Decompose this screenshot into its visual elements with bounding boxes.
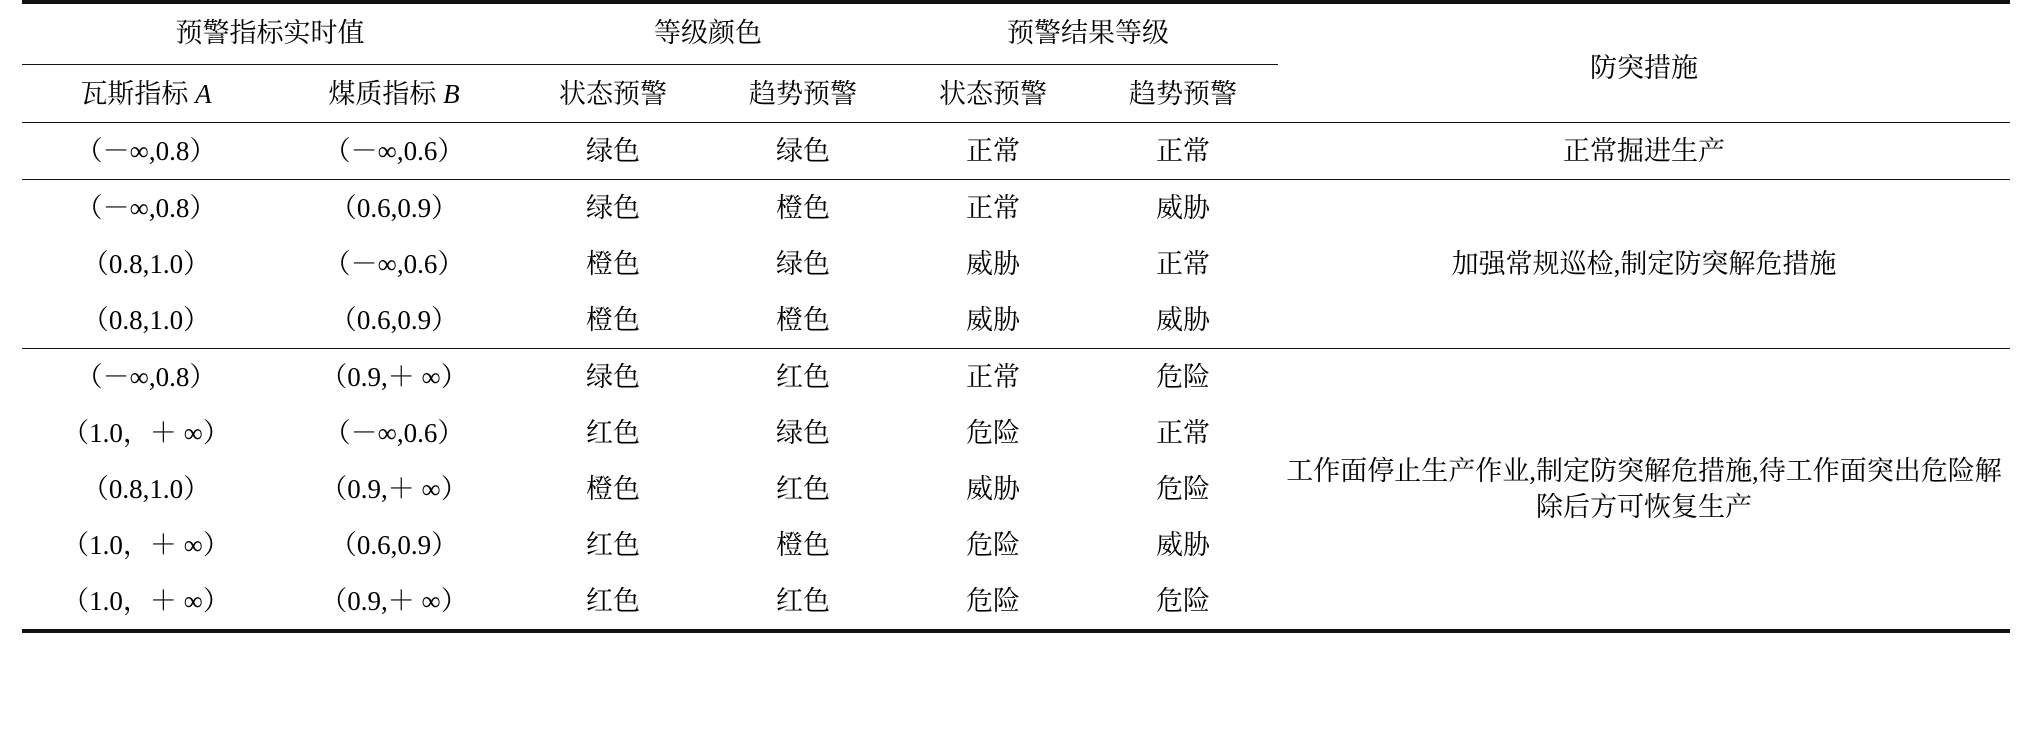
header-color-state: 状态预警 [559, 78, 667, 109]
cell-color-state: 橙色 [586, 248, 640, 279]
cell-gas-index: （1.0，＋ ∞） [22, 573, 270, 631]
table-body [22, 123, 2010, 632]
cell-coal-index: （0.6,0.9） [270, 180, 518, 237]
cell-level-trend: 危险 [1156, 473, 1210, 504]
cell-coal-index: （－∞,0.6） [270, 123, 518, 180]
cell-gas-index: （1.0，＋ ∞） [62, 417, 230, 448]
cell-color-state: 红色 [586, 417, 640, 448]
cell-color-trend: 橙色 [776, 304, 830, 335]
header-level-state: 状态预警 [939, 78, 1047, 109]
cell-coal-index: （－∞,0.6） [323, 248, 465, 279]
cell-measure: 加强常规巡检,制定防突解危措施 [1278, 180, 2010, 349]
header-group-realtime-label: 预警指标实时值 [22, 15, 518, 64]
header-measures: 防突措施 [1590, 52, 1698, 83]
header-gas-index: 瓦斯指标 A [80, 78, 212, 109]
cell-level-state: 危险 [898, 573, 1088, 631]
header-group-color-label: 等级颜色 [518, 15, 898, 64]
cell-level-trend: 威胁 [1156, 304, 1210, 335]
cell-level-state: 威胁 [966, 248, 1020, 279]
cell-measure: 工作面停止生产作业,制定防突解危措施,待工作面突出危险解除后方可恢复生产 [1278, 349, 2010, 632]
cell-level-state: 正常 [898, 180, 1088, 237]
cell-gas-index: （－∞,0.8） [22, 123, 270, 180]
cell-color-trend: 红色 [708, 573, 898, 631]
cell-coal-index: （0.6,0.9） [329, 529, 459, 560]
cell-color-state: 绿色 [518, 180, 708, 237]
cell-level-trend: 正常 [1088, 123, 1278, 180]
header-group-result-label: 预警结果等级 [898, 15, 1278, 64]
cell-level-state: 危险 [966, 529, 1020, 560]
cell-color-state: 红色 [586, 529, 640, 560]
cell-level-state: 威胁 [966, 473, 1020, 504]
header-group-color [518, 2, 898, 66]
cell-gas-index: （0.8,1.0） [81, 248, 211, 279]
cell-color-state: 绿色 [518, 349, 708, 406]
cell-color-trend: 绿色 [776, 248, 830, 279]
cell-measure: 正常掘进生产 [1278, 123, 2010, 180]
cell-gas-index: （－∞,0.8） [22, 180, 270, 237]
cell-color-trend: 红色 [708, 349, 898, 406]
cell-level-state: 危险 [966, 417, 1020, 448]
cell-level-trend: 正常 [1156, 248, 1210, 279]
cell-level-trend: 威胁 [1156, 529, 1210, 560]
cell-coal-index: （0.6,0.9） [329, 304, 459, 335]
cell-level-trend: 危险 [1088, 573, 1278, 631]
header-level-trend: 趋势预警 [1129, 78, 1237, 109]
cell-level-state: 正常 [898, 123, 1088, 180]
cell-level-trend: 威胁 [1088, 180, 1278, 237]
cell-color-state: 绿色 [518, 123, 708, 180]
cell-level-trend: 危险 [1088, 349, 1278, 406]
cell-color-trend: 橙色 [708, 180, 898, 237]
cell-color-state: 橙色 [586, 304, 640, 335]
cell-color-trend: 红色 [776, 473, 830, 504]
cell-coal-index: （0.9,＋ ∞） [270, 349, 518, 406]
cell-color-state: 橙色 [586, 473, 640, 504]
cell-gas-index: （－∞,0.8） [22, 349, 270, 406]
cell-color-state: 红色 [518, 573, 708, 631]
cell-level-state: 威胁 [966, 304, 1020, 335]
cell-coal-index: （－∞,0.6） [323, 417, 465, 448]
cell-color-trend: 绿色 [708, 123, 898, 180]
table-head [22, 2, 2010, 123]
header-group-result [898, 2, 1278, 66]
header-color-trend: 趋势预警 [749, 78, 857, 109]
cell-coal-index: （0.9,＋ ∞） [320, 473, 468, 504]
cell-level-trend: 正常 [1156, 417, 1210, 448]
warning-criteria-table [22, 0, 2010, 633]
header-coal-index: 煤质指标 B [328, 78, 460, 109]
cell-gas-index: （0.8,1.0） [81, 473, 211, 504]
header-group-row [22, 2, 2010, 66]
table-row [22, 180, 2010, 237]
cell-gas-index: （1.0，＋ ∞） [62, 529, 230, 560]
table-row [22, 123, 2010, 180]
cell-color-trend: 绿色 [776, 417, 830, 448]
cell-color-trend: 橙色 [776, 529, 830, 560]
cell-gas-index: （0.8,1.0） [81, 304, 211, 335]
header-group-realtime [22, 2, 518, 66]
cell-level-state: 正常 [898, 349, 1088, 406]
cell-coal-index: （0.9,＋ ∞） [270, 573, 518, 631]
table-row [22, 349, 2010, 406]
